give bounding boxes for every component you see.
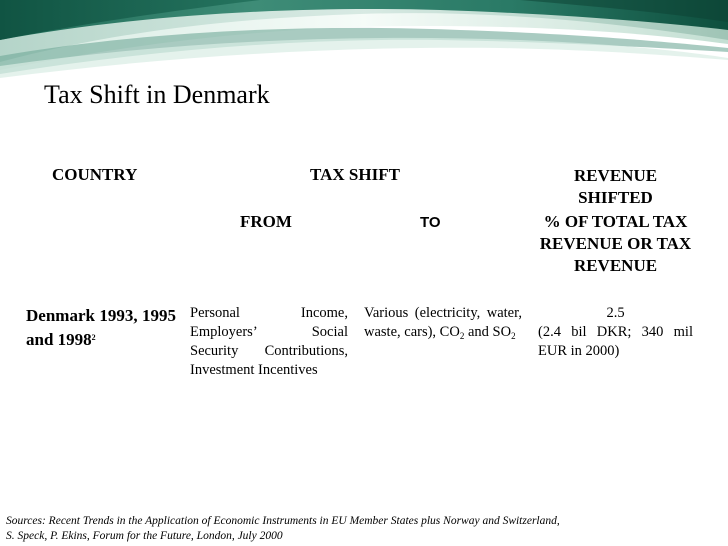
header-to: TO bbox=[420, 214, 441, 231]
cell-revenue bbox=[538, 304, 693, 361]
header-banner bbox=[0, 0, 728, 80]
country-footnote: 2 bbox=[91, 333, 96, 342]
header-country: COUNTRY bbox=[52, 165, 138, 184]
to-subscript-co2: 2 bbox=[459, 331, 465, 341]
revenue-percent: 2.5 bbox=[606, 305, 625, 321]
cell-to bbox=[364, 304, 522, 346]
revenue-detail: (2.4 bil DKR; 340 mil EUR in 2000) bbox=[538, 324, 693, 359]
slide-title: Tax Shift in Denmark bbox=[44, 80, 270, 109]
to-subscript-so2: 2 bbox=[511, 331, 516, 341]
sources-footnote: Sources: Recent Trends in the Application of Economic Instruments in EU Member States plus Norway and Switzerland, S. Speck, P. Ekins, Forum for the Future, London, July 2000 bbox=[6, 515, 560, 542]
cell-country bbox=[26, 305, 176, 351]
header-percent-total: % OF TOTAL TAX REVENUE OR TAX REVENUE bbox=[539, 212, 692, 275]
header-from: FROM bbox=[240, 212, 292, 231]
country-text: Denmark 1993, 1995 and 1998 bbox=[26, 306, 176, 349]
to-text-prefix: Various (electricity, water, waste, cars), CO bbox=[364, 305, 522, 340]
header-revenue-shifted: REVENUE SHIFTED bbox=[573, 166, 658, 207]
cell-from: Personal Income, Employers’ Social Security Contributions, Investment Incentives bbox=[190, 305, 348, 378]
to-text-middle: and SO bbox=[464, 324, 512, 340]
header-tax-shift: TAX SHIFT bbox=[310, 165, 400, 184]
